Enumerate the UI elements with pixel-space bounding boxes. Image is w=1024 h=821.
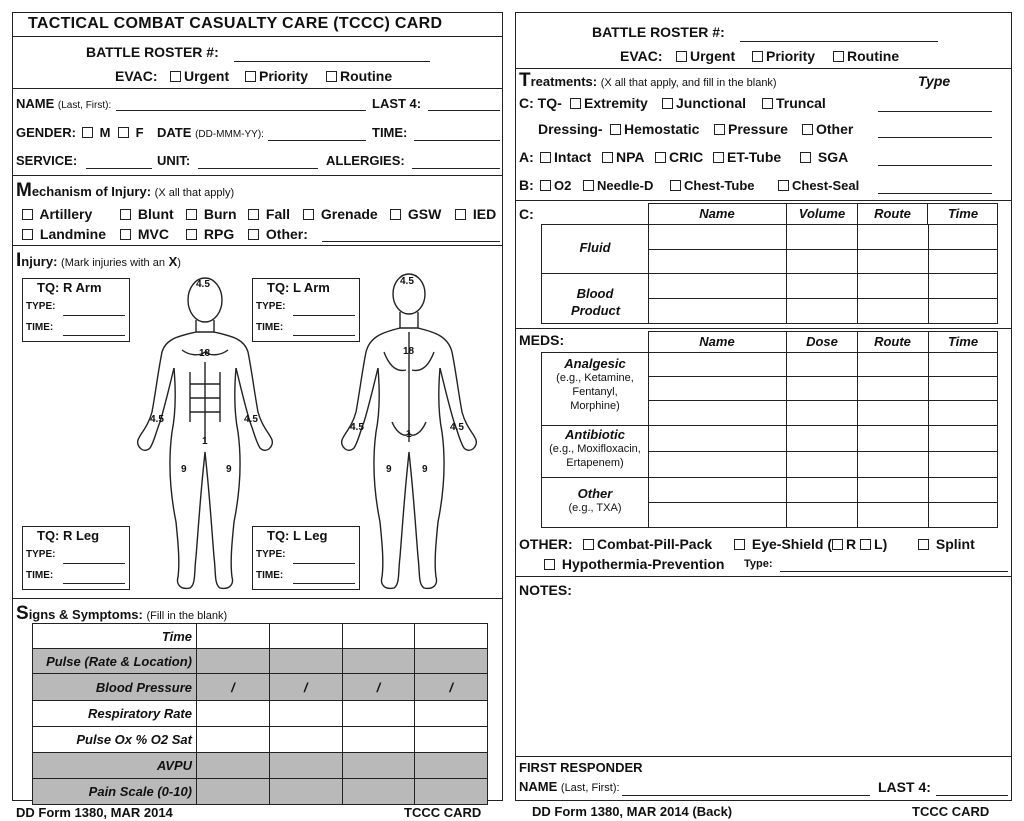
other-combat-pill-pack[interactable]: Combat-Pill-Pack [583, 536, 712, 552]
first-responder-label: FIRST RESPONDER [519, 760, 643, 775]
checkbox-icon[interactable] [186, 229, 197, 240]
last4-field[interactable] [428, 110, 500, 111]
front-groin-pct: 1 [202, 436, 208, 447]
breathing-o2[interactable]: O2 [540, 178, 571, 193]
checkbox-icon[interactable] [583, 539, 594, 550]
airway-type-field[interactable] [878, 165, 992, 166]
checkbox-icon[interactable] [610, 124, 621, 135]
meds-header-dose: Dose [806, 334, 838, 349]
vitals-row [33, 624, 488, 649]
moi-ied[interactable]: IED [455, 206, 496, 222]
back-buttock-pct: 1 [406, 429, 412, 440]
tq-junctional[interactable]: Junctional [662, 95, 746, 111]
dressing-pressure[interactable]: Pressure [714, 121, 788, 137]
meds-row[interactable] [648, 352, 998, 377]
analgesic-group: Analgesic (e.g., Ketamine, Fentanyl, Morphine) [556, 356, 634, 412]
front-battle-roster-field[interactable] [234, 61, 430, 62]
fluid-row[interactable] [648, 249, 998, 274]
antibiotic-group: Antibiotic (e.g., Moxifloxacin, Ertapenem) [549, 427, 641, 469]
vitals-cell[interactable] [415, 701, 488, 727]
moi-fall[interactable]: Fall [248, 206, 290, 222]
signs-heading: Signs & Symptoms: (Fill in the blank) [16, 603, 228, 624]
checkbox-icon[interactable] [714, 124, 725, 135]
checkbox-icon[interactable] [540, 152, 551, 163]
tq-truncal[interactable]: Truncal [762, 95, 826, 111]
meds-label: MEDS: [519, 332, 565, 348]
checkbox-icon[interactable] [544, 559, 555, 570]
vitals-cell[interactable] [197, 649, 270, 674]
front-evac-priority[interactable]: Priority [245, 68, 308, 84]
fr-name-label: NAME (Last, First): [519, 779, 620, 794]
vitals-table [32, 623, 488, 805]
moi-other-field[interactable] [322, 241, 500, 242]
vitals-cell[interactable] [197, 624, 270, 649]
meds-row[interactable] [648, 451, 998, 478]
other-splint[interactable]: Splint [918, 536, 975, 552]
checkbox-icon[interactable] [713, 152, 724, 163]
moi-other[interactable]: Other: [248, 226, 308, 242]
back-larm-pct: 4.5 [350, 422, 364, 433]
tq-l-leg-box[interactable]: TQ: L Leg TYPE: TIME: [252, 526, 360, 590]
meds-header-route: Route [874, 334, 911, 349]
tq-l-arm-box[interactable]: TQ: L Arm TYPE: TIME: [252, 278, 360, 342]
moi-heading: Mechanism of Injury: (X all that apply) [16, 180, 235, 201]
vitals-cell[interactable] [269, 701, 342, 727]
fluid-header-route: Route [874, 206, 911, 221]
dressing-label: Dressing- [538, 121, 603, 137]
body-front-diagram[interactable] [130, 272, 280, 594]
vitals-row [33, 701, 488, 727]
tq-r-leg-box[interactable]: TQ: R Leg TYPE: TIME: [22, 526, 130, 590]
checkbox-icon[interactable] [390, 209, 401, 220]
bp-slash[interactable]: / [269, 674, 342, 701]
meds-header-name: Name [699, 334, 735, 349]
front-footer-left: DD Form 1380, MAR 2014 [16, 805, 173, 820]
front-torso-pct: 18 [199, 348, 211, 359]
checkbox-icon[interactable] [602, 152, 613, 163]
vitals-cell[interactable] [415, 727, 488, 753]
tq-type-field[interactable] [878, 111, 992, 112]
vitals-label-time: Time [33, 624, 197, 649]
checkbox-icon[interactable] [800, 152, 811, 163]
c-tq-label: C: TQ- [519, 95, 562, 111]
hypothermia-prevention[interactable]: Hypothermia-Prevention [544, 556, 724, 572]
back-evac-routine[interactable]: Routine [833, 48, 899, 64]
vitals-label-pain: Pain Scale (0-10) [33, 779, 197, 805]
vitals-cell[interactable] [342, 779, 415, 805]
notes-area[interactable] [517, 600, 1010, 752]
meds-row[interactable] [648, 502, 998, 528]
moi-artillery[interactable]: Artillery [22, 206, 92, 222]
back-lleg-pct: 9 [386, 464, 392, 475]
time-label: TIME: [372, 125, 408, 140]
checkbox-icon[interactable] [22, 209, 33, 220]
vitals-cell[interactable] [197, 779, 270, 805]
front-evac-label: EVAC: [115, 68, 158, 84]
checkbox-icon[interactable] [82, 127, 93, 138]
vitals-label-avpu: AVPU [33, 753, 197, 779]
meds-row[interactable] [648, 425, 998, 452]
back-head-pct: 4.5 [400, 276, 414, 287]
airway-sga[interactable]: SGA [800, 149, 848, 165]
meds-row[interactable] [648, 477, 998, 503]
breathing-needle-d[interactable]: Needle-D [583, 178, 653, 193]
injury-heading: Injury: (Mark injuries with an X) [16, 250, 181, 271]
fluid-header-time: Time [947, 206, 979, 221]
front-rleg-pct: 9 [181, 464, 187, 475]
vitals-row [33, 753, 488, 779]
vitals-label-bp: Blood Pressure [33, 674, 197, 701]
airway-npa[interactable]: NPA [602, 149, 645, 165]
vitals-cell[interactable] [342, 649, 415, 674]
name-label: NAME (Last, First): [16, 96, 112, 111]
breathing-type-field[interactable] [878, 193, 992, 194]
vitals-cell[interactable] [269, 753, 342, 779]
back-evac-label: EVAC: [620, 48, 663, 64]
fr-name-field[interactable] [622, 795, 870, 796]
vitals-cell[interactable] [197, 727, 270, 753]
checkbox-icon[interactable] [583, 180, 594, 191]
meds-header-time: Time [947, 334, 979, 349]
vitals-cell[interactable] [197, 753, 270, 779]
vitals-label-pulse: Pulse (Rate & Location) [33, 649, 197, 674]
moi-gsw[interactable]: GSW [390, 206, 441, 222]
allergies-field[interactable] [412, 168, 500, 169]
last4-label: LAST 4: [372, 96, 422, 111]
checkbox-icon[interactable] [245, 71, 256, 82]
front-lleg-pct: 9 [226, 464, 232, 475]
airway-intact[interactable]: Intact [540, 149, 591, 165]
tq-extremity[interactable]: Extremity [570, 95, 648, 111]
back-rleg-pct: 9 [422, 464, 428, 475]
moi-blunt[interactable]: Blunt [120, 206, 174, 222]
notes-label: NOTES: [519, 582, 572, 598]
checkbox-icon[interactable] [670, 180, 681, 191]
bp-slash[interactable]: / [342, 674, 415, 701]
back-battle-roster-field[interactable] [740, 41, 938, 42]
checkbox-icon[interactable] [778, 180, 789, 191]
fluid-row[interactable] [648, 273, 998, 299]
back-rarm-pct: 4.5 [450, 422, 464, 433]
allergies-label: ALLERGIES: [326, 153, 405, 168]
fr-last4-label: LAST 4: [878, 779, 931, 795]
moi-landmine[interactable]: Landmine [22, 226, 106, 242]
front-evac-urgent[interactable]: Urgent [170, 68, 229, 84]
treatments-heading: Treatments: (X all that apply, and fill in the blank) [519, 70, 777, 91]
other-label: OTHER: [519, 536, 573, 552]
checkbox-icon[interactable] [752, 51, 763, 62]
back-torso-pct: 18 [403, 346, 415, 357]
breathing-chest-seal[interactable]: Chest-Seal [778, 178, 859, 193]
breathing-chest-tube[interactable]: Chest-Tube [670, 178, 755, 193]
checkbox-icon[interactable] [118, 127, 129, 138]
type-column-label: Type [918, 73, 951, 89]
checkbox-icon[interactable] [120, 209, 131, 220]
front-evac-routine[interactable]: Routine [326, 68, 392, 84]
vitals-cell[interactable] [342, 624, 415, 649]
moi-mvc[interactable]: MVC [120, 226, 169, 242]
date-field[interactable] [268, 140, 366, 141]
checkbox-icon[interactable] [918, 539, 929, 550]
breathing-label: B: [519, 177, 534, 193]
gender-label: GENDER: [16, 125, 76, 140]
circulation-label: C: [519, 206, 534, 222]
checkbox-icon[interactable] [570, 98, 581, 109]
vitals-cell[interactable] [269, 727, 342, 753]
vitals-cell[interactable] [197, 701, 270, 727]
airway-label: A: [519, 149, 534, 165]
vitals-cell[interactable] [269, 649, 342, 674]
moi-grenade[interactable]: Grenade [303, 206, 378, 222]
checkbox-icon[interactable] [303, 209, 314, 220]
vitals-cell[interactable] [415, 649, 488, 674]
vitals-row [33, 779, 488, 805]
moi-rpg[interactable]: RPG [186, 226, 234, 242]
vitals-label-pulseox: Pulse Ox % O2 Sat [33, 727, 197, 753]
checkbox-icon[interactable] [248, 209, 259, 220]
checkbox-icon[interactable] [860, 539, 871, 550]
front-battle-roster-label: BATTLE ROSTER #: [86, 44, 219, 60]
fluid-row[interactable] [648, 224, 998, 250]
gender-m[interactable]: M [82, 125, 110, 140]
checkbox-icon[interactable] [248, 229, 259, 240]
vitals-cell[interactable] [342, 727, 415, 753]
unit-field[interactable] [198, 168, 318, 169]
front-head-pct: 4.5 [196, 279, 210, 290]
checkbox-icon[interactable] [734, 539, 745, 550]
body-back-diagram[interactable] [334, 272, 484, 594]
back-battle-roster-label: BATTLE ROSTER #: [592, 24, 725, 40]
hypothermia-type-label: Type: [744, 558, 773, 570]
name-field[interactable] [116, 110, 366, 111]
blood-group-label: Blood Product [571, 286, 621, 318]
back-footer-right: TCCC CARD [912, 804, 990, 819]
meds-row[interactable] [648, 376, 998, 401]
fluid-row[interactable] [648, 298, 998, 324]
vitals-row [33, 649, 488, 674]
back-footer-left: DD Form 1380, MAR 2014 (Back) [532, 804, 733, 819]
date-label: DATE (DD-MMM-YY): [157, 125, 264, 140]
bp-slash[interactable]: / [197, 674, 270, 701]
back-evac-priority[interactable]: Priority [752, 48, 815, 64]
checkbox-icon[interactable] [170, 71, 181, 82]
other-eye-shield[interactable]: Eye-Shield ( R L) [734, 536, 887, 552]
checkbox-icon[interactable] [326, 71, 337, 82]
checkbox-icon[interactable] [762, 98, 773, 109]
vitals-cell[interactable] [342, 701, 415, 727]
dressing-other[interactable]: Other [802, 121, 853, 137]
back-evac-urgent[interactable]: Urgent [676, 48, 735, 64]
dressing-hemostatic[interactable]: Hemostatic [610, 121, 699, 137]
front-footer-right: TCCC CARD [404, 805, 482, 820]
dressing-type-field[interactable] [878, 137, 992, 138]
checkbox-icon[interactable] [120, 229, 131, 240]
unit-label: UNIT: [157, 153, 191, 168]
checkbox-icon[interactable] [833, 51, 844, 62]
vitals-row [33, 674, 488, 701]
meds-row[interactable] [648, 400, 998, 426]
fluid-header-name: Name [699, 206, 735, 221]
checkbox-icon[interactable] [676, 51, 687, 62]
checkbox-icon[interactable] [186, 209, 197, 220]
airway-et-tube[interactable]: ET-Tube [713, 149, 781, 165]
checkbox-icon[interactable] [832, 539, 843, 550]
gender-f[interactable]: F [118, 125, 144, 140]
front-larm-pct: 4.5 [244, 414, 258, 425]
tq-r-arm-box[interactable]: TQ: R Arm TYPE: TIME: [22, 278, 130, 342]
fr-last4-field[interactable] [936, 795, 1008, 796]
front-rarm-pct: 4.5 [150, 414, 164, 425]
checkbox-icon[interactable] [22, 229, 33, 240]
checkbox-icon[interactable] [655, 152, 666, 163]
checkbox-icon[interactable] [540, 180, 551, 191]
fluid-group-label: Fluid [579, 240, 611, 255]
vitals-cell[interactable] [415, 779, 488, 805]
fluid-header-volume: Volume [798, 206, 846, 221]
airway-cric[interactable]: CRIC [655, 149, 703, 165]
checkbox-icon[interactable] [802, 124, 813, 135]
vitals-label-resp: Respiratory Rate [33, 701, 197, 727]
service-field[interactable] [86, 168, 152, 169]
vitals-row [33, 727, 488, 753]
other-med-group: Other (e.g., TXA) [568, 486, 622, 514]
vitals-cell[interactable] [269, 779, 342, 805]
vitals-cell[interactable] [269, 624, 342, 649]
checkbox-icon[interactable] [662, 98, 673, 109]
time-field[interactable] [414, 140, 500, 141]
vitals-cell[interactable] [415, 753, 488, 779]
vitals-cell[interactable] [342, 753, 415, 779]
front-title: TACTICAL COMBAT CASUALTY CARE (TCCC) CARD [28, 15, 443, 32]
moi-burn[interactable]: Burn [186, 206, 237, 222]
service-label: SERVICE: [16, 153, 78, 168]
bp-slash[interactable]: / [415, 674, 488, 701]
hypothermia-type-field[interactable] [780, 571, 1008, 572]
vitals-cell[interactable] [415, 624, 488, 649]
checkbox-icon[interactable] [455, 209, 466, 220]
